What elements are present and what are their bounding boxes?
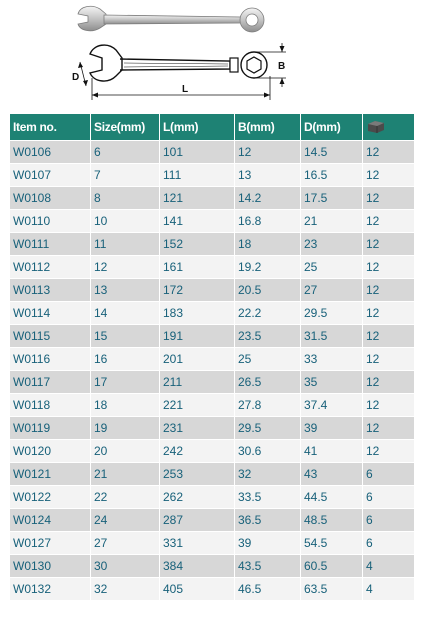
table-row [10, 486, 415, 509]
cell-b: 19.2 [235, 256, 301, 279]
cell-pack-quantity: 12 [363, 371, 415, 394]
table-row [10, 325, 415, 348]
cell-b: 33.5 [235, 486, 301, 509]
cell-d: 17.5 [301, 187, 363, 210]
cell-d: 35 [301, 371, 363, 394]
cell-item-no: W0127 [10, 532, 91, 555]
cell-length: 201 [160, 348, 235, 371]
cell-pack-quantity: 6 [363, 463, 415, 486]
table-row [10, 141, 415, 164]
cell-length: 231 [160, 417, 235, 440]
cell-size: 30 [91, 555, 160, 578]
specification-table [9, 113, 415, 601]
dimension-label-b: B [278, 61, 286, 72]
cell-item-no: W0115 [10, 325, 91, 348]
cell-size: 20 [91, 440, 160, 463]
cell-pack-quantity: 12 [363, 210, 415, 233]
cell-d: 31.5 [301, 325, 363, 348]
cell-size: 8 [91, 187, 160, 210]
cell-size: 32 [91, 578, 160, 601]
cell-item-no: W0121 [10, 463, 91, 486]
table-header-row [10, 114, 415, 141]
cell-d: 29.5 [301, 302, 363, 325]
cell-item-no: W0132 [10, 578, 91, 601]
cell-d: 37.4 [301, 394, 363, 417]
cell-size: 19 [91, 417, 160, 440]
cell-length: 211 [160, 371, 235, 394]
cell-length: 111 [160, 164, 235, 187]
cell-d: 60.5 [301, 555, 363, 578]
cell-length: 262 [160, 486, 235, 509]
cell-item-no: W0122 [10, 486, 91, 509]
cell-size: 17 [91, 371, 160, 394]
header-length: L(mm) [160, 114, 235, 141]
cell-d: 43 [301, 463, 363, 486]
cell-length: 152 [160, 233, 235, 256]
cell-d: 44.5 [301, 486, 363, 509]
cell-length: 121 [160, 187, 235, 210]
cell-length: 101 [160, 141, 235, 164]
header-b: B(mm) [235, 114, 301, 141]
cell-pack-quantity: 12 [363, 233, 415, 256]
table-row [10, 348, 415, 371]
cell-length: 242 [160, 440, 235, 463]
table-row [10, 371, 415, 394]
cell-pack-quantity: 12 [363, 164, 415, 187]
cell-pack-quantity: 12 [363, 440, 415, 463]
cell-d: 21 [301, 210, 363, 233]
table-row [10, 279, 415, 302]
cell-d: 63.5 [301, 578, 363, 601]
cell-pack-quantity: 12 [363, 256, 415, 279]
table-row [10, 532, 415, 555]
cell-length: 287 [160, 509, 235, 532]
cell-length: 191 [160, 325, 235, 348]
cell-size: 15 [91, 325, 160, 348]
cell-d: 54.5 [301, 532, 363, 555]
cell-pack-quantity: 12 [363, 348, 415, 371]
cell-size: 11 [91, 233, 160, 256]
cell-size: 18 [91, 394, 160, 417]
cell-length: 141 [160, 210, 235, 233]
cell-b: 32 [235, 463, 301, 486]
cell-d: 14.5 [301, 141, 363, 164]
table-row [10, 210, 415, 233]
cell-item-no: W0114 [10, 302, 91, 325]
cell-size: 10 [91, 210, 160, 233]
cell-d: 48.5 [301, 509, 363, 532]
cell-pack-quantity: 12 [363, 279, 415, 302]
table-row [10, 463, 415, 486]
cell-size: 24 [91, 509, 160, 532]
table-row [10, 394, 415, 417]
cell-b: 25 [235, 348, 301, 371]
cell-pack-quantity: 6 [363, 509, 415, 532]
cell-length: 183 [160, 302, 235, 325]
cell-b: 16.8 [235, 210, 301, 233]
cell-item-no: W0106 [10, 141, 91, 164]
cell-pack-quantity: 12 [363, 394, 415, 417]
header-pack-quantity [363, 114, 415, 141]
cell-length: 161 [160, 256, 235, 279]
cell-pack-quantity: 4 [363, 555, 415, 578]
cell-length: 331 [160, 532, 235, 555]
header-item-no: Item no. [10, 114, 91, 141]
cell-size: 7 [91, 164, 160, 187]
table-row [10, 417, 415, 440]
cell-b: 26.5 [235, 371, 301, 394]
table-row [10, 302, 415, 325]
cell-pack-quantity: 12 [363, 187, 415, 210]
cell-pack-quantity: 4 [363, 578, 415, 601]
cell-b: 14.2 [235, 187, 301, 210]
cell-size: 6 [91, 141, 160, 164]
cell-b: 20.5 [235, 279, 301, 302]
cell-b: 13 [235, 164, 301, 187]
cell-d: 16.5 [301, 164, 363, 187]
cell-size: 22 [91, 486, 160, 509]
table-row [10, 256, 415, 279]
cell-b: 22.2 [235, 302, 301, 325]
cell-d: 27 [301, 279, 363, 302]
cell-length: 253 [160, 463, 235, 486]
cell-item-no: W0120 [10, 440, 91, 463]
cell-item-no: W0118 [10, 394, 91, 417]
cell-item-no: W0107 [10, 164, 91, 187]
cell-d: 23 [301, 233, 363, 256]
table-row [10, 187, 415, 210]
cell-pack-quantity: 6 [363, 486, 415, 509]
cell-size: 12 [91, 256, 160, 279]
cell-size: 16 [91, 348, 160, 371]
cell-b: 30.6 [235, 440, 301, 463]
package-icon [366, 120, 386, 134]
cell-b: 39 [235, 532, 301, 555]
cell-item-no: W0108 [10, 187, 91, 210]
header-d: D(mm) [301, 114, 363, 141]
cell-b: 27.8 [235, 394, 301, 417]
wrench-dimension-diagram [60, 40, 300, 110]
table-row [10, 509, 415, 532]
cell-d: 25 [301, 256, 363, 279]
dimension-label-d: D [72, 72, 80, 83]
cell-b: 43.5 [235, 555, 301, 578]
cell-pack-quantity: 12 [363, 302, 415, 325]
cell-item-no: W0117 [10, 371, 91, 394]
table-row [10, 233, 415, 256]
cell-item-no: W0130 [10, 555, 91, 578]
cell-item-no: W0124 [10, 509, 91, 532]
cell-b: 18 [235, 233, 301, 256]
cell-pack-quantity: 6 [363, 532, 415, 555]
cell-length: 384 [160, 555, 235, 578]
cell-b: 23.5 [235, 325, 301, 348]
cell-pack-quantity: 12 [363, 417, 415, 440]
cell-length: 172 [160, 279, 235, 302]
table-row [10, 440, 415, 463]
cell-size: 27 [91, 532, 160, 555]
cell-length: 221 [160, 394, 235, 417]
cell-pack-quantity: 12 [363, 325, 415, 348]
cell-d: 33 [301, 348, 363, 371]
table-row [10, 164, 415, 187]
cell-item-no: W0111 [10, 233, 91, 256]
cell-item-no: W0113 [10, 279, 91, 302]
dimension-label-l: L [182, 84, 189, 95]
cell-length: 405 [160, 578, 235, 601]
cell-b: 12 [235, 141, 301, 164]
cell-item-no: W0119 [10, 417, 91, 440]
cell-b: 46.5 [235, 578, 301, 601]
cell-size: 13 [91, 279, 160, 302]
cell-item-no: W0110 [10, 210, 91, 233]
cell-b: 29.5 [235, 417, 301, 440]
cell-size: 14 [91, 302, 160, 325]
cell-item-no: W0116 [10, 348, 91, 371]
wrench-photo [70, 0, 280, 40]
cell-item-no: W0112 [10, 256, 91, 279]
cell-pack-quantity: 12 [363, 141, 415, 164]
cell-b: 36.5 [235, 509, 301, 532]
header-size: Size(mm) [91, 114, 160, 141]
cell-d: 39 [301, 417, 363, 440]
table-row [10, 578, 415, 601]
cell-size: 21 [91, 463, 160, 486]
cell-d: 41 [301, 440, 363, 463]
table-row [10, 555, 415, 578]
